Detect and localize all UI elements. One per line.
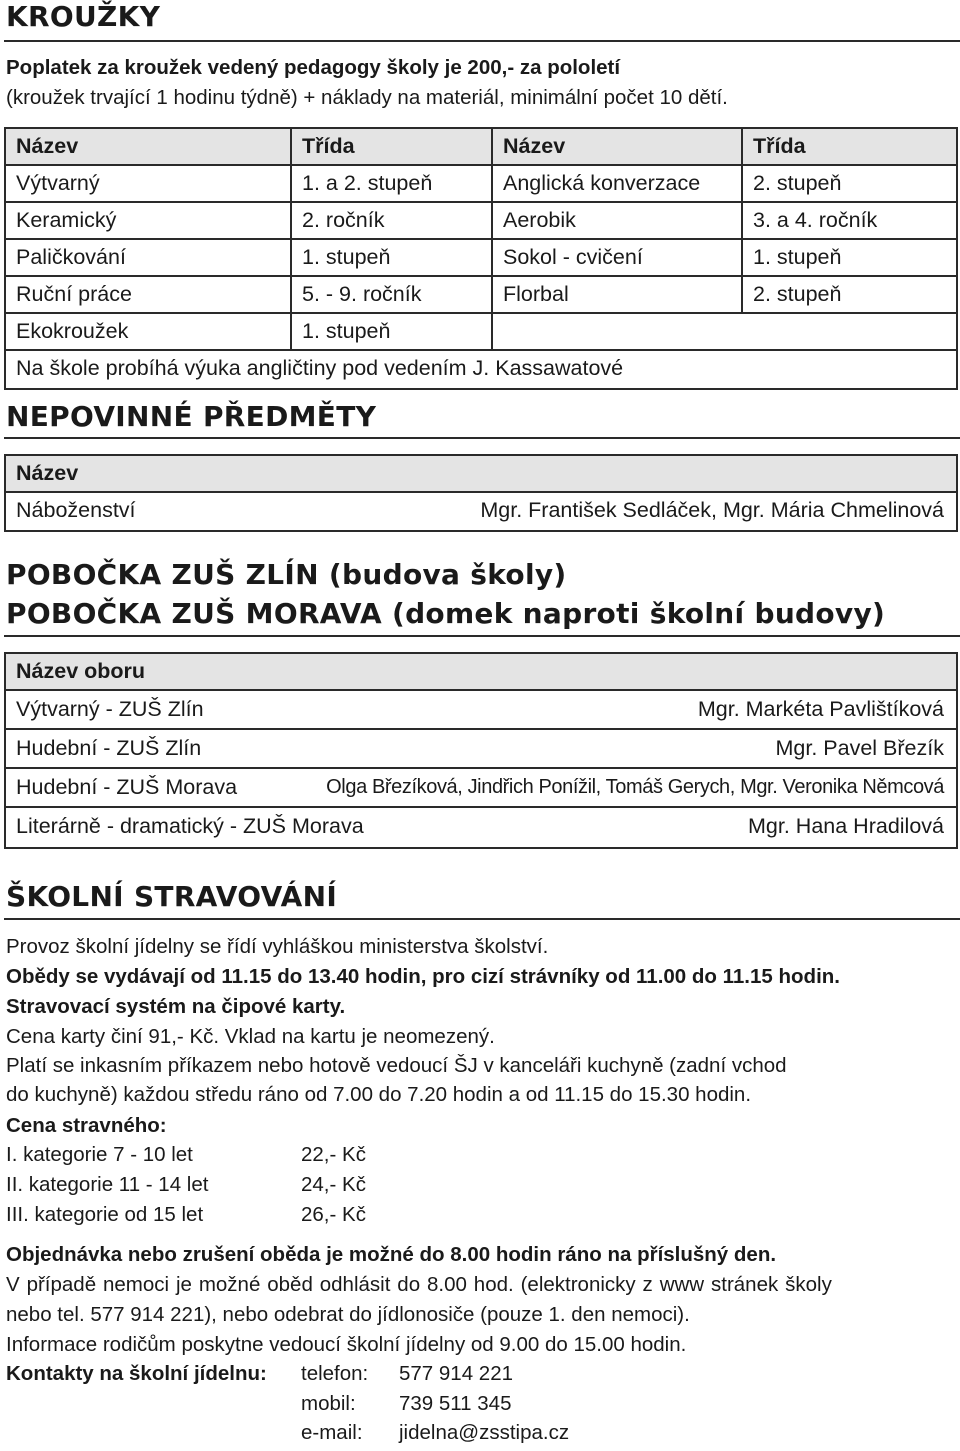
krouzek-class: 1. stupeň — [753, 245, 842, 269]
subject-name: Náboženství — [16, 498, 136, 522]
table-row — [6, 691, 956, 730]
price-category: I. kategorie 7 - 10 let — [6, 1143, 193, 1166]
fee-line: Poplatek za kroužek vedený pedagogy školy je 200,- za pololetí — [6, 56, 621, 79]
krouzek-name: Ruční práce — [16, 282, 132, 306]
table-row — [6, 166, 956, 203]
krouzek-class: 1. stupeň — [302, 245, 391, 269]
header-nazev: Název — [16, 134, 79, 158]
para-nemoc-1: V případě nemoci je možné oběd odhlásit do 8.00 hod. (elektronicky z www stránek školy — [6, 1273, 832, 1296]
krouzek-name: Paličkování — [16, 245, 126, 269]
subject-teachers: Mgr. František Sedláček, Mgr. Mária Chmelinová — [480, 498, 944, 522]
krouzek-class: 2. ročník — [302, 208, 385, 232]
telefon-value: 577 914 221 — [399, 1362, 514, 1385]
obor-teacher: Mgr. Hana Hradilová — [748, 814, 944, 838]
obor-teacher: Olga Březíková, Jindřich Ponížil, Tomáš Gerych, Mgr. Veronika Němcová — [326, 776, 944, 798]
krouzek-name: Ekokroužek — [16, 319, 129, 343]
krouzek-name: Anglická konverzace — [503, 171, 701, 195]
para-karta: Cena karty činí 91,- Kč. Vklad na kartu je neomezený. — [6, 1025, 495, 1048]
krouzek-name: Aerobik — [503, 208, 576, 232]
para-objednavka: Objednávka nebo zrušení oběda je možné do 8.00 hodin ráno na příslušný den. — [6, 1243, 777, 1266]
obor-name: Výtvarný - ZUŠ Zlín — [16, 697, 204, 721]
stravovani-title: ŠKOLNÍ STRAVOVÁNÍ — [6, 880, 338, 913]
section-rule — [4, 40, 960, 42]
krouzek-class: 2. stupeň — [753, 282, 842, 306]
table-row — [6, 314, 956, 351]
table-note-row — [6, 351, 956, 388]
fee-note: (kroužek trvající 1 hodinu týdně) + náklady na materiál, minimální počet 10 dětí. — [6, 86, 728, 109]
obor-teacher: Mgr. Markéta Pavlištíková — [697, 697, 944, 721]
para-obedy: Obědy se vydávají od 11.15 do 13.40 hodin, pro cizí strávníky od 11.00 do 11.15 hodin. — [6, 965, 840, 988]
email-label: e-mail: — [301, 1421, 363, 1444]
table-row — [6, 277, 956, 314]
obor-name: Hudební - ZUŠ Zlín — [16, 736, 202, 760]
header-nazev-oboru: Název oboru — [16, 659, 146, 683]
table-row — [6, 240, 956, 277]
obor-teacher: Mgr. Pavel Březík — [775, 736, 944, 760]
krouzek-class: 3. a 4. ročník — [753, 208, 878, 232]
krouzky-title: KROUŽKY — [6, 0, 161, 33]
price-value: 22,- Kč — [301, 1143, 366, 1166]
krouzek-class: 1. stupeň — [302, 319, 391, 343]
section-rule — [4, 918, 960, 920]
table-row — [6, 730, 956, 769]
nepovinne-title: NEPOVINNÉ PŘEDMĚTY — [6, 400, 377, 433]
para-platba-1: Platí se inkasním příkazem nebo hotově vedoucí ŠJ v kanceláři kuchyně (zadní vchod — [6, 1054, 787, 1077]
section-rule — [4, 635, 960, 637]
header-nazev: Název — [16, 461, 79, 485]
krouzek-name: Keramický — [16, 208, 117, 232]
krouzek-class: 1. a 2. stupeň — [302, 171, 433, 195]
kontakty-label: Kontakty na školní jídelnu: — [6, 1362, 267, 1385]
header-trida-2: Třída — [753, 134, 806, 158]
mobil-value: 739 511 345 — [399, 1392, 512, 1415]
price-row — [6, 1173, 366, 1197]
header-nazev-2: Název — [503, 134, 566, 158]
price-category: III. kategorie od 15 let — [6, 1203, 204, 1226]
price-value: 26,- Kč — [301, 1203, 366, 1226]
para-nemoc-2: nebo tel. 577 914 221), nebo odebrat do jídlonosiče (pouze 1. den nemoci). — [6, 1303, 690, 1326]
obor-name: Literárně - dramatický - ZUŠ Morava — [16, 814, 364, 838]
table-header-row — [6, 456, 956, 493]
table-row — [6, 493, 956, 530]
para-system: Stravovací systém na čipové karty. — [6, 995, 346, 1018]
zus-title-zlin: POBOČKA ZUŠ ZLÍN (budova školy) — [6, 558, 567, 591]
email-value[interactable]: jidelna@zsstipa.cz — [399, 1421, 570, 1444]
price-category: II. kategorie 11 - 14 let — [6, 1173, 209, 1196]
krouzek-name: Sokol - cvičení — [503, 245, 643, 269]
english-note: Na škole probíhá výuka angličtiny pod vedením J. Kassawatové — [16, 356, 624, 380]
zus-title-morava: POBOČKA ZUŠ MORAVA (domek naproti školní budovy) — [6, 597, 886, 630]
table-row — [6, 203, 956, 240]
para-platba-2: do kuchyně) každou středu ráno od 7.00 do 7.20 hodin a od 11.15 do 15.30 hodin. — [6, 1083, 752, 1106]
price-row — [6, 1143, 366, 1167]
obor-name: Hudební - ZUŠ Morava — [16, 775, 238, 799]
header-trida: Třída — [302, 134, 355, 158]
nepovinne-table — [4, 454, 958, 532]
krouzek-name: Výtvarný — [16, 171, 100, 195]
cena-title: Cena stravného: — [6, 1114, 167, 1137]
krouzek-name: Florbal — [503, 282, 569, 306]
table-header-row — [6, 654, 956, 691]
section-rule — [4, 437, 960, 439]
table-header-row — [6, 129, 956, 166]
krouzek-class: 5. - 9. ročník — [302, 282, 422, 306]
para-informace: Informace rodičům poskytne vedoucí školní jídelny od 9.00 do 15.00 hodin. — [6, 1333, 687, 1356]
table-row — [6, 769, 956, 808]
price-value: 24,- Kč — [301, 1173, 366, 1196]
zus-table — [4, 652, 958, 849]
mobil-label: mobil: — [301, 1392, 356, 1415]
telefon-label: telefon: — [301, 1362, 369, 1385]
krouzky-table — [4, 127, 958, 390]
para-provoz: Provoz školní jídelny se řídí vyhláškou ministerstva školství. — [6, 935, 549, 958]
table-row — [6, 808, 956, 847]
price-row — [6, 1203, 366, 1227]
krouzek-class: 2. stupeň — [753, 171, 842, 195]
